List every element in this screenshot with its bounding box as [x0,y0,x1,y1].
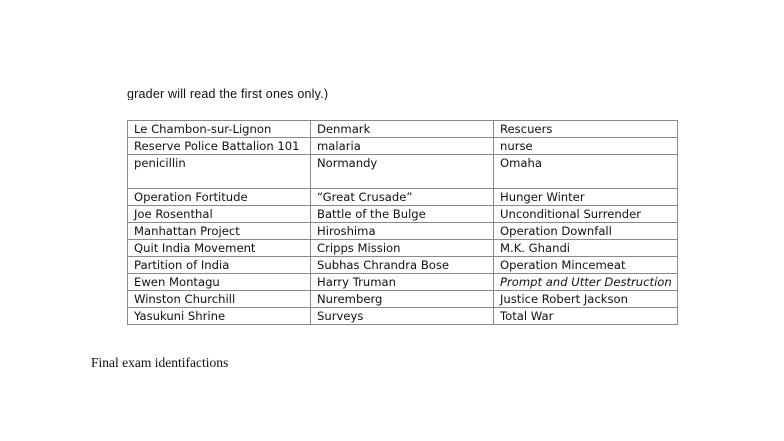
table-cell: Nuremberg [311,291,494,308]
table-cell: Hunger Winter [494,189,678,206]
table-cell: Justice Robert Jackson [494,291,678,308]
table-row [128,308,678,325]
instruction-text: grader will read the first ones only.) [127,87,329,100]
table-cell: Omaha [494,155,678,189]
table-cell: “Great Crusade” [311,189,494,206]
table-row [128,138,678,155]
cropped-instruction-line [127,83,527,100]
table-cell: Surveys [311,308,494,325]
image-caption: Final exam identifactions [91,355,229,370]
table-cell: M.K. Ghandi [494,240,678,257]
table-cell: Quit India Movement [128,240,311,257]
table-cell: Partition of India [128,257,311,274]
table-cell: Joe Rosenthal [128,206,311,223]
table-row [128,155,678,189]
table-cell: Le Chambon-sur-Lignon [128,121,311,138]
table-row [128,257,678,274]
table-cell: Total War [494,308,678,325]
table-cell: Subhas Chrandra Bose [311,257,494,274]
table-row [128,291,678,308]
table-row [128,121,678,138]
table-row [128,240,678,257]
table-cell: penicillin [128,155,311,189]
table-cell: Operation Fortitude [128,189,311,206]
table-cell: Operation Mincemeat [494,257,678,274]
table-row [128,206,678,223]
table-cell: Hiroshima [311,223,494,240]
table-row [128,189,678,206]
table-cell: Harry Truman [311,274,494,291]
table-row [128,223,678,240]
table-cell: Winston Churchill [128,291,311,308]
table-cell: Reserve Police Battalion 101 [128,138,311,155]
table-cell: malaria [311,138,494,155]
table-cell: Prompt and Utter Destruction [494,274,678,291]
table-cell: Yasukuni Shrine [128,308,311,325]
table-cell: Ewen Montagu [128,274,311,291]
table-row [128,274,678,291]
table-cell: Cripps Mission [311,240,494,257]
table-cell: Rescuers [494,121,678,138]
table-cell: Manhattan Project [128,223,311,240]
table-cell: Denmark [311,121,494,138]
table-cell: Normandy [311,155,494,189]
table-cell: Unconditional Surrender [494,206,678,223]
table-cell: nurse [494,138,678,155]
identifications-table [127,120,678,325]
table-cell: Operation Downfall [494,223,678,240]
table-cell: Battle of the Bulge [311,206,494,223]
